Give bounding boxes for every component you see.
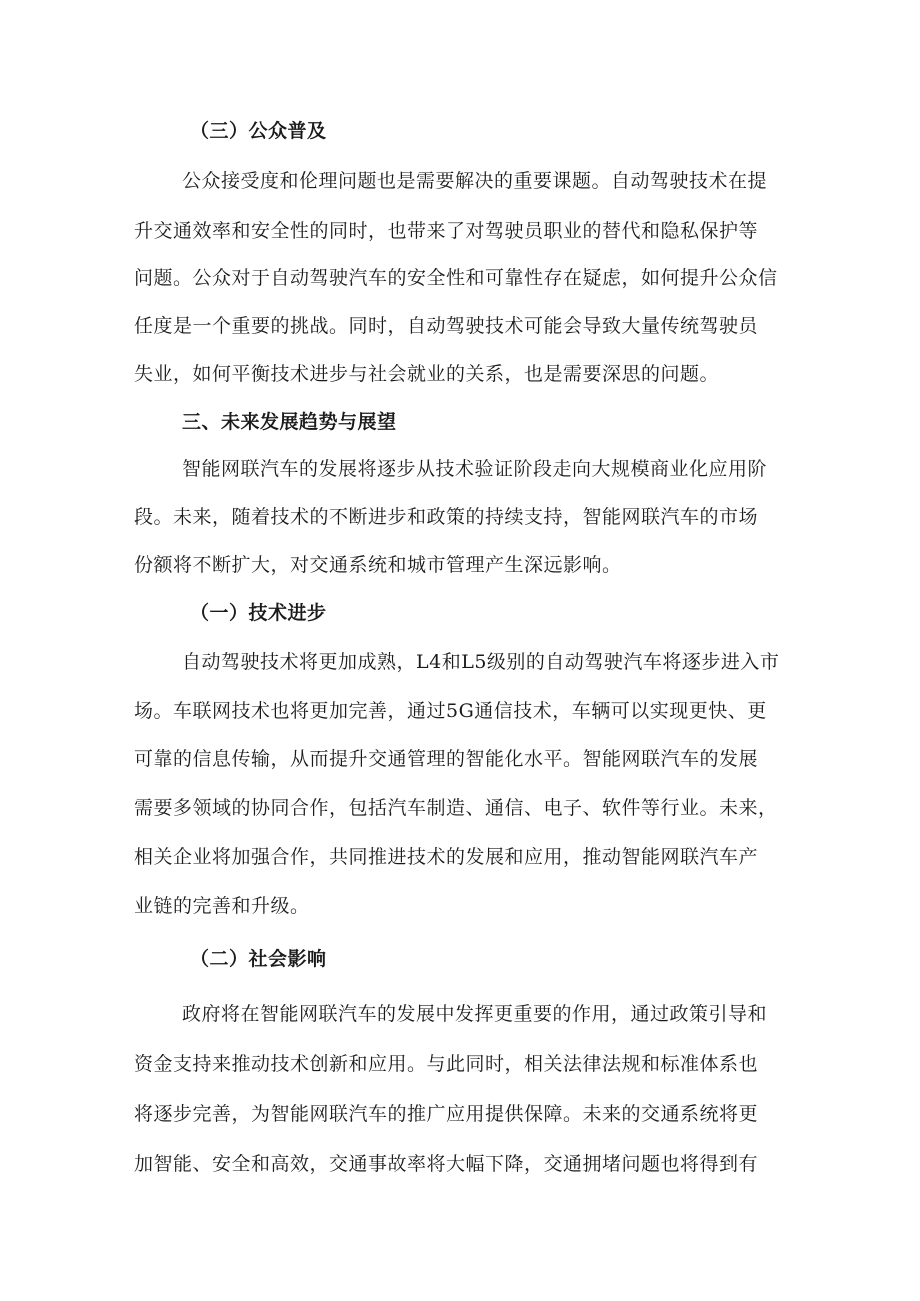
paragraph-line: 需要多领域的协同合作，包括汽车制造、通信、电子、软件等行业。未来， — [134, 797, 778, 819]
paragraph-line: 将逐步完善，为智能网联汽车的推广应用提供保障。未来的交通系统将更 — [134, 1103, 759, 1125]
paragraph-line: 失业，如何平衡技术进步与社会就业的关系，也是需要深思的问题。 — [134, 363, 720, 385]
section-heading-social: （二）社会影响 — [190, 948, 327, 970]
paragraph-line: 政府将在智能网联汽车的发展中发挥更重要的作用，通过政策引导和 — [182, 1003, 768, 1025]
paragraph-line: 可靠的信息传输，从而提升交通管理的智能化水平。智能网联汽车的发展 — [134, 748, 759, 770]
section-heading-tech: （一）技术进步 — [190, 602, 327, 624]
paragraph-line: 智能网联汽车的发展将逐步从技术验证阶段走向大规模商业化应用阶 — [182, 458, 768, 480]
paragraph-line: 公众接受度和伦理问题也是需要解决的重要课题。自动驾驶技术在提 — [182, 170, 768, 192]
section-heading-public: （三）公众普及 — [190, 120, 327, 142]
paragraph-line: 任度是一个重要的挑战。同时，自动驾驶技术可能会导致大量传统驾驶员 — [134, 315, 759, 337]
paragraph-line: 加智能、安全和高效，交通事故率将大幅下降，交通拥堵问题也将得到有 — [134, 1153, 759, 1175]
paragraph-line: 相关企业将加强合作，共同推进技术的发展和应用，推动智能网联汽车产 — [134, 846, 759, 868]
paragraph-line: 升交通效率和安全性的同时，也带来了对驾驶员职业的替代和隐私保护等 — [134, 220, 759, 242]
paragraph-line: 问题。公众对于自动驾驶汽车的安全性和可靠性存在疑虑，如何提升公众信 — [134, 267, 778, 289]
paragraph-line: 份额将不断扩大，对交通系统和城市管理产生深远影响。 — [134, 554, 622, 576]
paragraph-line: 资金支持来推动技术创新和应用。与此同时，相关法律法规和标准体系也 — [134, 1053, 759, 1075]
paragraph-line: 自动驾驶技术将更加成熟，L4和L5级别的自动驾驶汽车将逐步进入市 — [182, 651, 780, 673]
paragraph-line: 段。未来，随着技术的不断进步和政策的持续支持，智能网联汽车的市场 — [134, 506, 759, 528]
section-heading-future: 三、未来发展趋势与展望 — [182, 411, 397, 433]
paragraph-line: 业链的完善和升级。 — [134, 895, 310, 917]
paragraph-line: 场。车联网技术也将更加完善，通过5G通信技术，车辆可以实现更快、更 — [134, 700, 767, 722]
